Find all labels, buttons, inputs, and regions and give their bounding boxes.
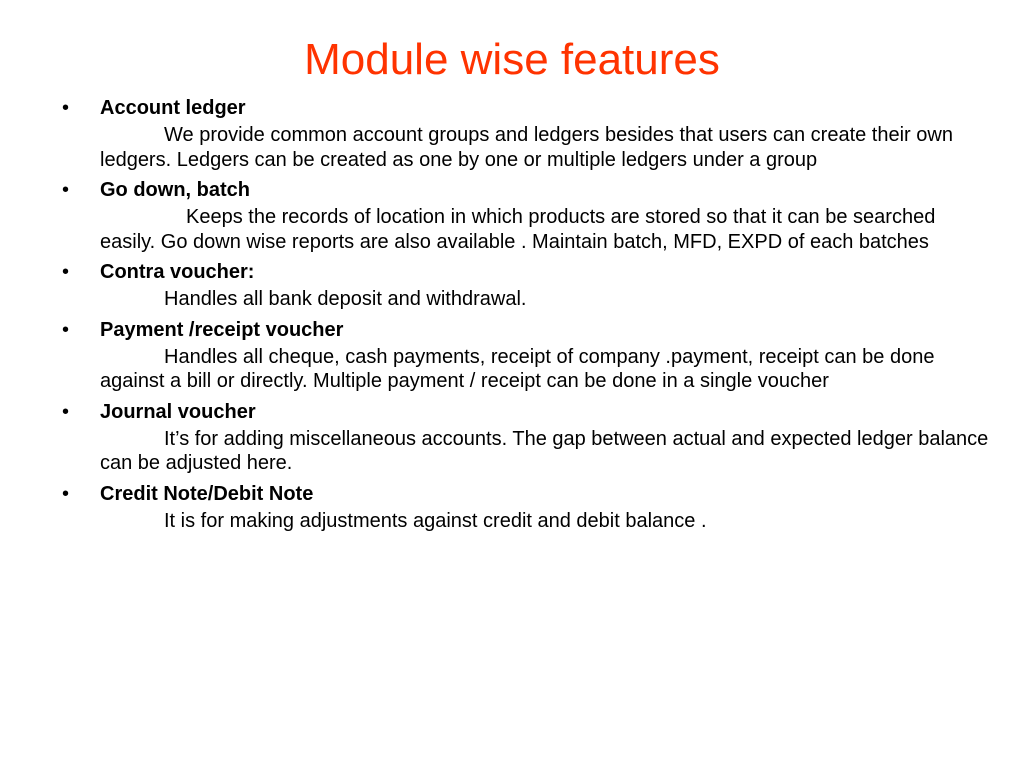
feature-list bbox=[60, 96, 990, 539]
bullet-icon: • bbox=[62, 261, 70, 283]
bullet-icon: • bbox=[62, 97, 70, 119]
feature-description: Handles all bank deposit and withdrawal. bbox=[164, 288, 527, 310]
feature-heading: Contra voucher: bbox=[100, 261, 255, 283]
slide-title: Module wise features bbox=[304, 35, 720, 84]
bullet-icon: • bbox=[62, 179, 70, 201]
feature-description: Handles all cheque, cash payments, receipt of company .payment, receipt can be done against a bill or directly. Multiple payment / receipt can be done in a single voucher bbox=[100, 345, 935, 392]
bullet-icon: • bbox=[62, 400, 70, 423]
feature-heading: Account ledger bbox=[100, 97, 246, 119]
feature-item-journal-voucher bbox=[60, 400, 990, 476]
feature-description: It is for making adjustments against credit and debit balance . bbox=[164, 509, 707, 532]
bullet-icon: • bbox=[62, 482, 70, 505]
feature-item-account-ledger bbox=[60, 96, 990, 172]
feature-item-go-down-batch bbox=[60, 178, 990, 254]
feature-item-payment-receipt-voucher bbox=[60, 318, 990, 394]
feature-description: It’s for adding miscellaneous accounts. The gap between actual and expected ledger balance can be adjusted here. bbox=[100, 427, 989, 474]
feature-heading: Journal voucher bbox=[100, 400, 256, 423]
bullet-icon: • bbox=[62, 318, 70, 341]
feature-description: We provide common account groups and ledgers besides that users can create their own ledgers. Ledgers can be created as one by one or multiple ledgers under a group bbox=[100, 124, 953, 171]
feature-heading: Payment /receipt voucher bbox=[100, 318, 344, 341]
feature-heading: Go down, batch bbox=[100, 179, 250, 201]
feature-heading: Credit Note/Debit Note bbox=[100, 482, 314, 505]
feature-description: Keeps the records of location in which products are stored so that it can be searched easily. Go down wise reports are also available . Maintain batch, MFD, EXPD of each batches bbox=[100, 206, 936, 253]
feature-item-credit-debit-note bbox=[60, 482, 990, 534]
feature-item-contra-voucher bbox=[60, 260, 990, 312]
